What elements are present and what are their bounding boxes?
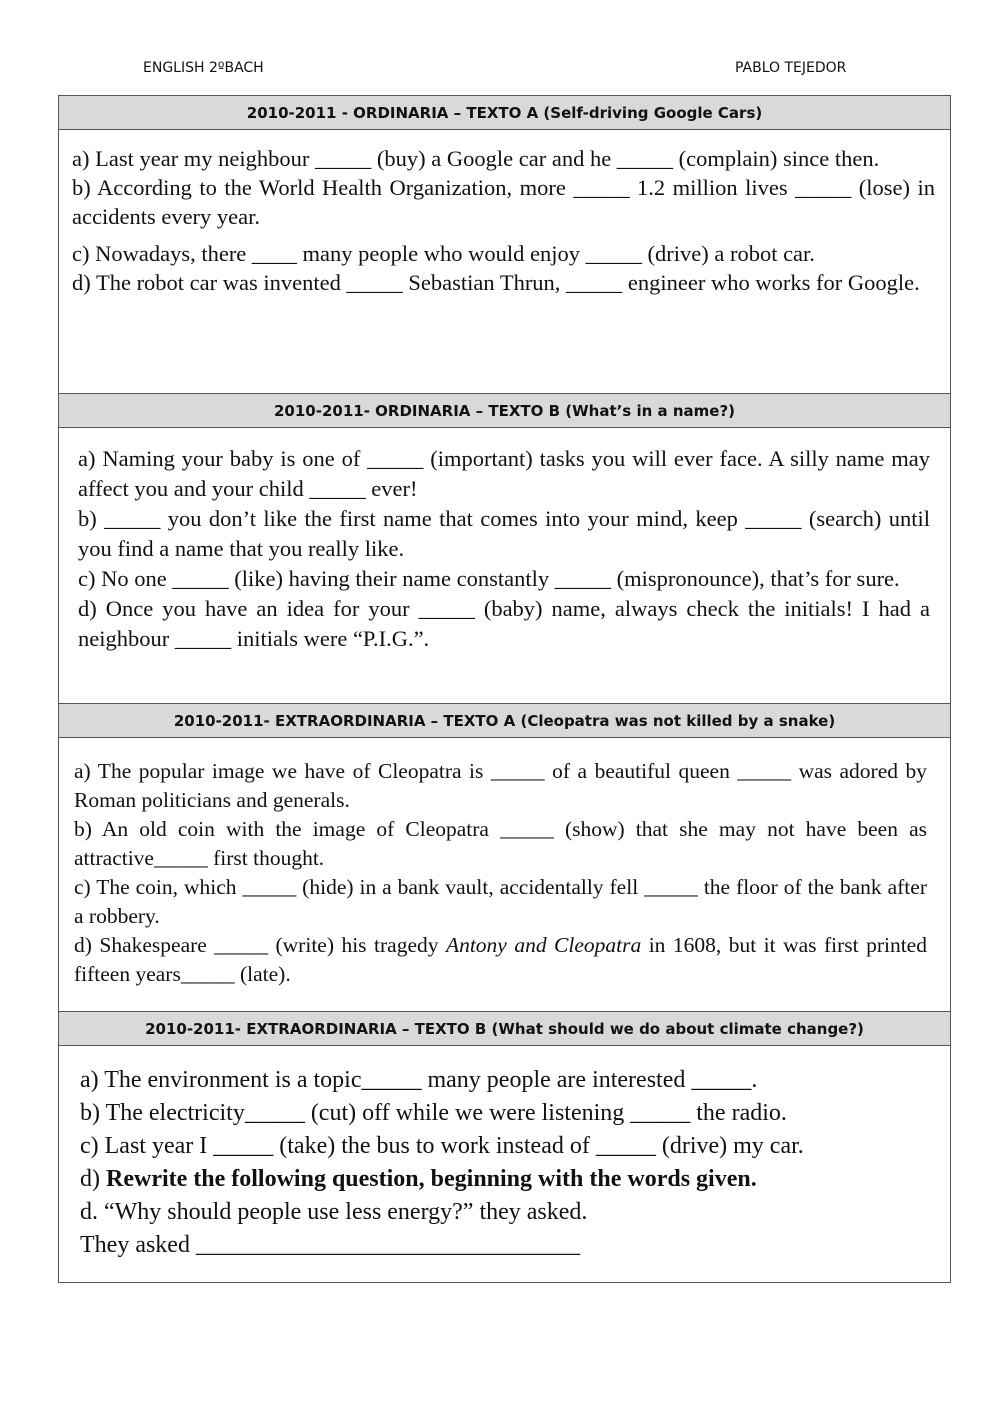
- exercise-item: b) _____ you don’t like the first name that comes into your mind, keep _____ (search) until you find a name that you really like.: [78, 506, 930, 561]
- section-title-ordinaria-b: 2010-2011- ORDINARIA – TEXTO B (What’s in a name?): [59, 394, 950, 428]
- exercise-item: [80, 1163, 930, 1196]
- exercise-item: a) Naming your baby is one of _____ (important) tasks you will ever face. A silly name may affect you and your child _____ ever!: [78, 446, 930, 501]
- exercise-item: [74, 931, 927, 989]
- exercise-item: c) No one _____ (like) having their name constantly _____ (mispronounce), that’s for sure.: [78, 566, 900, 591]
- section-body-ordinaria-b: [59, 428, 950, 704]
- exercise-item: c) Last year I _____ (take) the bus to work instead of _____ (drive) my car.: [80, 1133, 804, 1159]
- exercise-item: d) The robot car was invented _____ Sebastian Thrun, _____ engineer who works for Google.: [72, 270, 920, 295]
- exercise-item: b) According to the World Health Organization, more _____ 1.2 million lives _____ (lose) in accidents every year.: [72, 175, 935, 229]
- exercise-item: a) The environment is a topic_____ many people are interested _____.: [80, 1067, 758, 1093]
- author-name: PABLO TEJEDOR: [735, 60, 847, 76]
- exercise-item: a) The popular image we have of Cleopatra is _____ of a beautiful queen _____ was adored by Roman politicians and generals.: [74, 759, 927, 812]
- section-body-extraordinaria-b: [59, 1046, 950, 1282]
- section-title-ordinaria-a: 2010-2011 - ORDINARIA – TEXTO A (Self-driving Google Cars): [59, 96, 950, 130]
- rewrite-instruction: Rewrite the following question, beginning with the words given.: [106, 1166, 757, 1192]
- rewrite-answer-line: They asked ________________________________: [80, 1232, 580, 1258]
- play-title: Antony and Cleopatra: [445, 933, 642, 957]
- item-d-prefix: d): [80, 1166, 106, 1192]
- section-title-extraordinaria-b: 2010-2011- EXTRAORDINARIA – TEXTO B (What should we do about climate change?): [59, 1012, 950, 1046]
- rewrite-question: d. “Why should people use less energy?” they asked.: [80, 1199, 588, 1225]
- exercise-item: a) Last year my neighbour _____ (buy) a Google car and he _____ (complain) since then.: [72, 146, 880, 171]
- exercise-item: b) An old coin with the image of Cleopatra _____ (show) that she may not have been as attractive_____ first thought.: [74, 817, 927, 870]
- exercise-sheet: [58, 95, 951, 1283]
- exercise-item: c) The coin, which _____ (hide) in a bank vault, accidentally fell _____ the floor of the bank after a robbery.: [74, 875, 927, 928]
- section-title-extraordinaria-a: 2010-2011- EXTRAORDINARIA – TEXTO A (Cleopatra was not killed by a snake): [59, 704, 950, 738]
- exercise-item: d) Once you have an idea for your _____ (baby) name, always check the initials! I had a neighbour _____ initials were “P.I.G.”.: [78, 596, 930, 651]
- section-body-extraordinaria-a: [59, 738, 950, 1012]
- section-body-ordinaria-a: [59, 130, 950, 394]
- exercise-item: c) Nowadays, there ____ many people who would enjoy _____ (drive) a robot car.: [72, 241, 815, 266]
- item-d-after: in 1608, but it was first printed fifteen years_____ (late).: [74, 933, 927, 986]
- exercise-item: b) The electricity_____ (cut) off while we were listening _____ the radio.: [80, 1100, 787, 1126]
- page-header: [0, 58, 1000, 82]
- item-d-before: d) Shakespeare _____ (write) his tragedy: [74, 933, 446, 957]
- course-label: ENGLISH 2ºBACH: [143, 60, 264, 76]
